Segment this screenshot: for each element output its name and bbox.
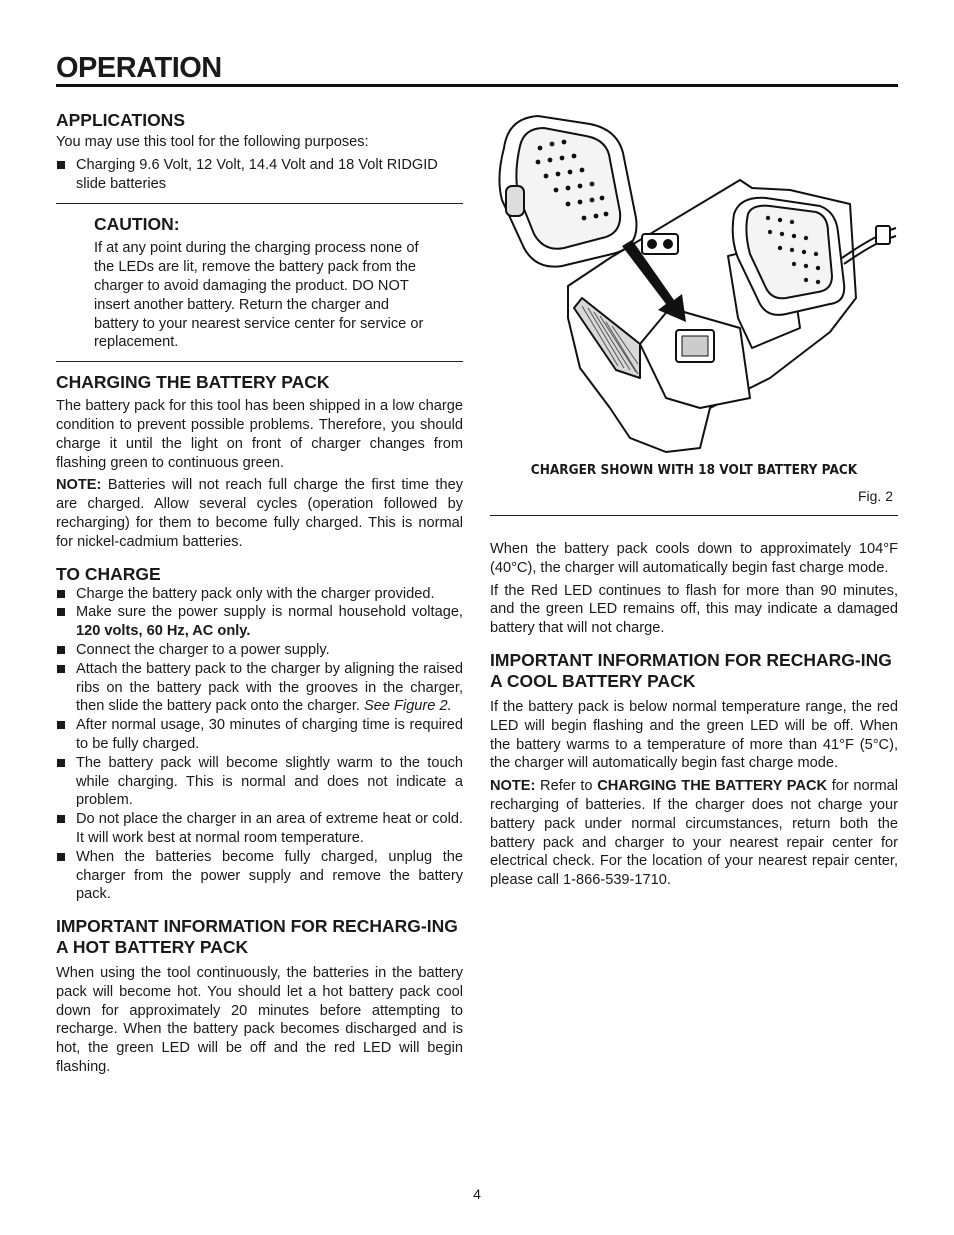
note-body: for normal recharging of batteries. If the charger does not charge your battery pack under normal circumstances, return both the battery pack and charger to your nearest repair center for electrical check. For the location of your nearest repair center, please call 1-866-539-1710. — [490, 778, 899, 889]
charging-heading: CHARGING THE BATTERY PACK — [56, 372, 330, 393]
charger-illustration — [490, 108, 898, 458]
list-item: Do not place the charger in an area of extreme heat or cold. It will work best at normal room temperature. — [56, 810, 463, 848]
note-label: NOTE: — [490, 778, 536, 795]
cool-body: If the battery pack is below normal temperature range, the red LED will begin flashing and the green LED will be off. When the battery warms to a temperature of more than 41°F (5°C), the charger will automatically begin fast charge mode. — [490, 698, 898, 772]
note-body: Batteries will not reach full charge the first time they are charged. Allow several cycles (operation followed by recharging) for them to become fully charged. This is normal for nickel-cadmium batteries. — [56, 477, 463, 550]
list-item: When the batteries become fully charged, unplug the charger from the power supply and remove the battery pack. — [56, 848, 463, 904]
applications-heading: APPLICATIONS — [56, 110, 185, 130]
list-item: Charging 9.6 Volt, 12 Volt, 14.4 Volt and 18 Volt RIDGID slide batteries — [56, 156, 463, 194]
to-charge-heading: TO CHARGE — [56, 563, 161, 584]
section-reference: CHARGING THE BATTERY PACK — [597, 778, 828, 795]
charging-body: The battery pack for this tool has been shipped in a low charge condition to prevent possible problems. Therefore, you should charge it until the light on front of charger changes from flashing green to continuous green. — [56, 398, 463, 471]
list-item: After normal usage, 30 minutes of charging time is required to be fully charged. — [56, 716, 463, 754]
hot-heading: IMPORTANT INFORMATION FOR RECHARG-ING A HOT BATTERY PACK — [56, 916, 458, 958]
cool-heading: IMPORTANT INFORMATION FOR RECHARG-ING A COOL BATTERY PACK — [490, 649, 892, 691]
caution-box — [56, 203, 463, 362]
figure-reference: See Figure 2. — [364, 698, 452, 715]
figure-caption: CHARGER SHOWN WITH 18 VOLT BATTERY PACK — [530, 462, 858, 478]
cool-note — [490, 777, 898, 890]
page-number: 4 — [473, 1186, 481, 1202]
list-item — [56, 660, 463, 716]
list-item: Charge the battery pack only with the charger provided. — [56, 585, 463, 604]
red-led-paragraph: If the Red LED continues to flash for more than 90 minutes, and the green LED remains off, this may indicate a damaged battery that will not charge. — [490, 582, 898, 637]
note-label: NOTE: — [56, 477, 102, 494]
to-charge-list — [56, 585, 463, 905]
title-rule — [56, 84, 898, 87]
list-item: The battery pack will become slightly warm to the touch while charging. This is normal and does not indicate a problem. — [56, 754, 463, 810]
figure-2 — [490, 108, 898, 516]
list-item-text: Make sure the power supply is normal household voltage, — [76, 604, 463, 621]
voltage-spec: 120 volts, 60 Hz, AC only. — [76, 623, 251, 640]
battery-pack — [499, 116, 636, 267]
note-text: Refer to — [535, 778, 598, 795]
charging-note — [56, 476, 463, 551]
left-column — [56, 110, 463, 1077]
hot-body: When using the tool continuously, the batteries in the battery pack will become hot. You should let a hot battery pack cool down for approximately 20 minutes before attempting to recharge. When the battery pack becomes discharged and is hot, the green LED will be off and the red LED will begin flashing. — [56, 965, 463, 1076]
list-item — [56, 603, 463, 641]
right-column — [490, 540, 898, 890]
caution-body: If at any point during the charging process none of the LEDs are lit, remove the battery pack from the charger to avoid damaging the product. DO NOT insert another battery. Return the charger and battery to your nearest service center for service or replacement. — [94, 240, 424, 351]
figure-number: Fig. 2 — [857, 488, 893, 504]
page-title: OPERATION — [56, 52, 222, 84]
caution-heading: CAUTION: — [94, 214, 180, 235]
list-item-text: Attach the battery pack to the charger by aligning the raised ribs on the battery pack with the grooves in the charger, then slide the battery pack onto the charger. — [76, 660, 463, 715]
applications-intro: You may use this tool for the following purposes: — [56, 134, 369, 150]
list-item: Connect the charger to a power supply. — [56, 641, 463, 660]
applications-list — [56, 156, 463, 194]
cooldown-paragraph: When the battery pack cools down to approximately 104°F (40°C), the charger will automatically begin fast charge mode. — [490, 541, 898, 576]
